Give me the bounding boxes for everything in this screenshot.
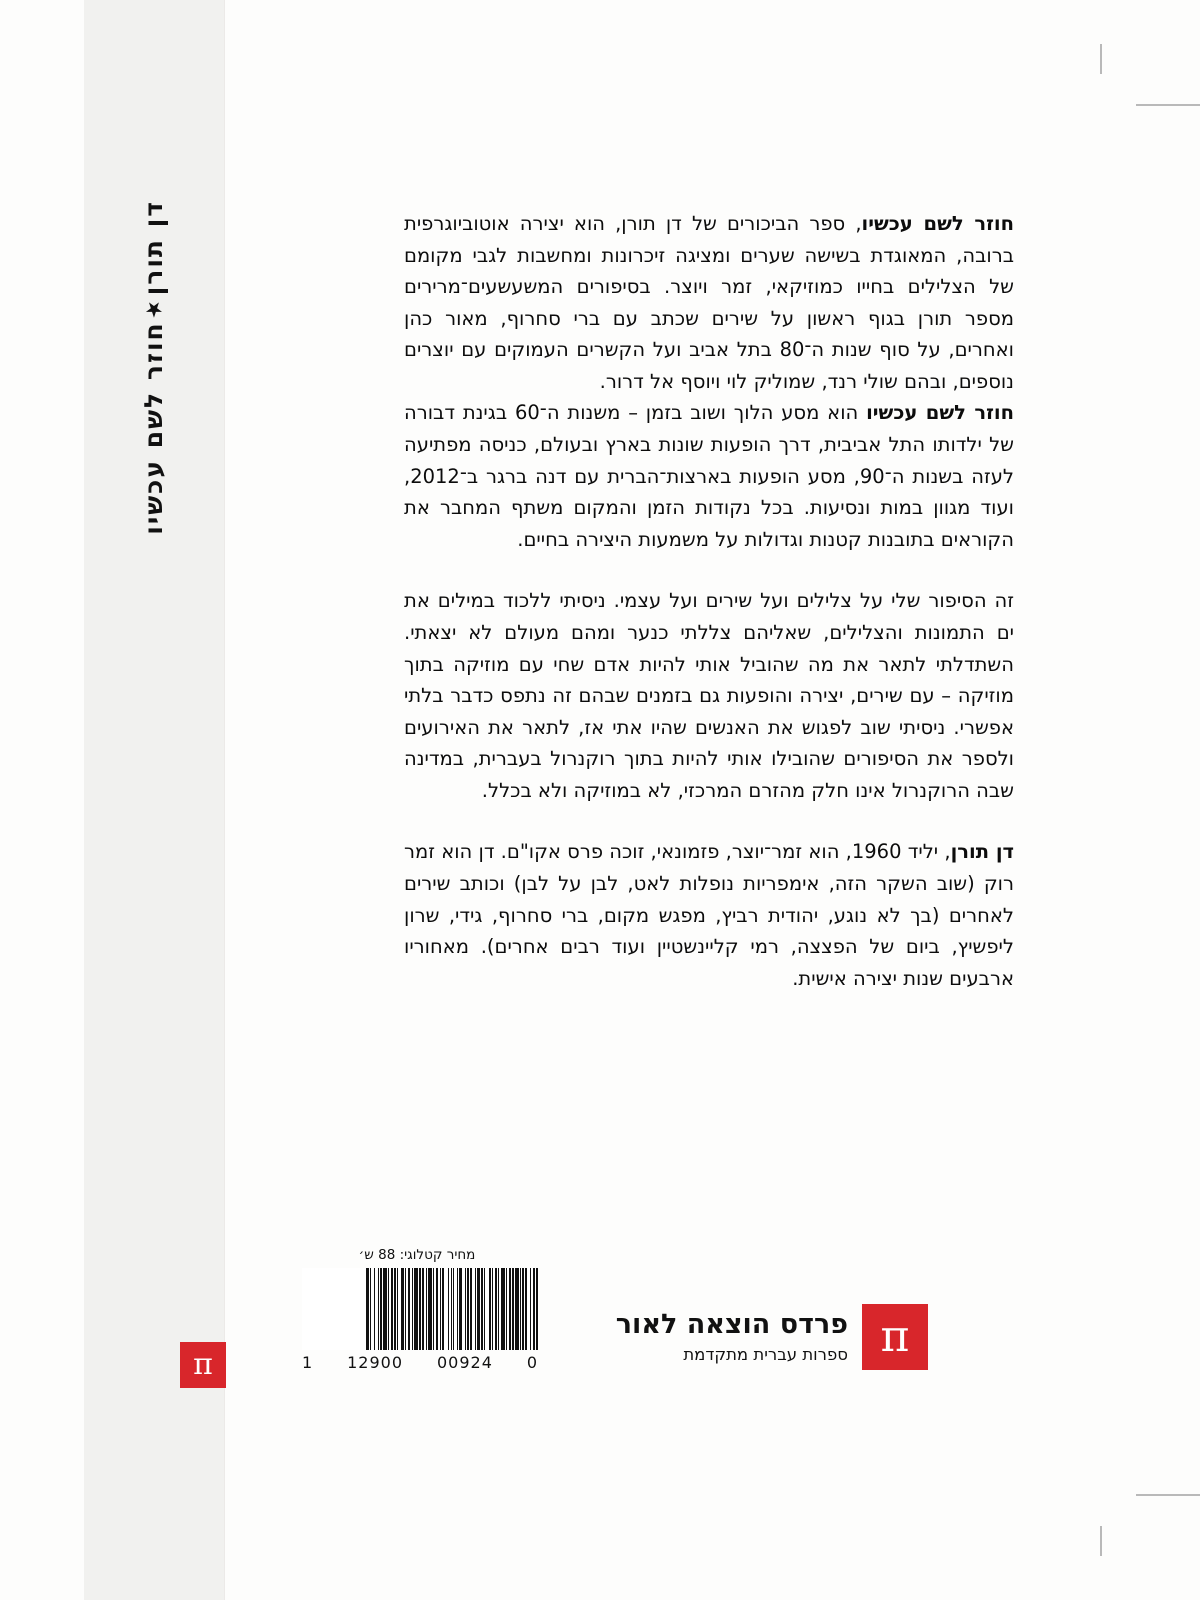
crop-mark-right-lower — [1136, 1494, 1200, 1496]
blurb-1-lead: חוזר לשם עכשיו — [861, 212, 1014, 235]
barcode-digit-right: 0 — [526, 1353, 538, 1372]
publisher-block — [616, 1304, 928, 1370]
barcode-digit-left: 1 — [302, 1353, 314, 1372]
blurb-paragraph-1 — [404, 208, 1014, 397]
spine-text-block — [84, 200, 224, 760]
crop-mark-top-right — [1100, 44, 1102, 74]
paragraph-spacer-1 — [404, 555, 1014, 585]
blurb-4-lead: דן תורן — [950, 840, 1014, 864]
blurb-2-lead: חוזר לשם עכשיו — [866, 401, 1014, 425]
publisher-tagline: ספרות עברית מתקדמת — [683, 1344, 848, 1364]
blurb-paragraph-4 — [404, 836, 1014, 994]
blurb-4-body: , יליד 1960, הוא זמר־יוצר, פזמונאי, זוכה פרס אקו"ם. דן הוא זמר רוק (שוב השקר הזה, אימפריות נופלות לאט, לבן על לבן) וכותב שירים לאחרים (בך לא נוגע, יהודית רביץ, מפגש מקום, ברי סחרוף, גידי, שרון ליפשיץ, ביום של הפצצה, רמי קליינשטיין ועוד רבים אחרים). מאחוריו ארבעים שנות יצירה אישית. — [404, 840, 1014, 990]
publisher-pi-mark: π — [862, 1304, 928, 1370]
barcode-block — [298, 1247, 542, 1372]
spine-author: דן תורן — [139, 200, 169, 296]
crop-mark-bottom-right — [1100, 1526, 1102, 1556]
barcode-image — [302, 1268, 538, 1350]
paragraph-spacer-2 — [404, 806, 1014, 836]
star-icon: ★ — [142, 295, 167, 322]
back-cover-text — [404, 208, 1014, 994]
book-spine — [84, 0, 225, 1600]
blurb-paragraph-2 — [404, 397, 1014, 555]
spine-title: חוזר לשם עכשיו — [139, 321, 169, 535]
spine-publisher-mark: π — [180, 1342, 226, 1388]
crop-mark-right-upper — [1136, 104, 1200, 106]
barcode-digits — [302, 1353, 538, 1372]
barcode-digits-group-2: 00924 — [436, 1353, 493, 1372]
publisher-text — [616, 1309, 848, 1364]
catalog-price-label: מחיר קטלוגי: 88 ש׳ — [358, 1247, 476, 1263]
publisher-name: פרדס הוצאה לאור — [615, 1309, 848, 1341]
blurb-paragraph-3: זה הסיפור שלי על צלילים ועל שירים ועל עצמי. ניסיתי ללכוד במילים את ים התמונות והצלילים, שאליהם צללתי כנער ומהם מעולם לא יצאתי. השתדלתי לתאר את מה שהוביל אותי להיות אדם שחי עם מוזיקה בתוך מוזיקה – עם שירים, יצירה והופעות גם בזמנים שבהם זה נתפס כדבר בלתי אפשרי. ניסיתי שוב לפגוש את האנשים שהיו אתי אז, לתאר את האירועים ולספר את הסיפורים שהובילו אותי להיות בתוך רוקנרול בעברית, במדינה שבה הרוקנרול אינו חלק מהזרם המרכזי, לא במוזיקה ולא בכלל. — [404, 589, 1014, 802]
blurb-2-body: הוא מסע הלוך ושוב בזמן – משנות ה־60 בגינת דבורה של ילדותו התל אביבית, דרך הופעות שונות בארץ ובעולם, כניסה מפתיעה לעזה בשנות ה־90, מסע הופעות בארצות־הברית עם דנה ברגר ב־2012, ועוד מגוון במות ונסיעות. בכל נקודות הזמן והמקום משתף המחבר את הקוראים בתובנות קטנות וגדולות על משמעות היצירה בחיים. — [404, 401, 1014, 551]
blurb-1-body: , ספר הביכורים של דן תורן, הוא יצירה אוטוביוגרפית ברובה, המאוגדת בשישה שערים ומציגה זיכרונות ומחשבות לגבי מקומם של הצלילים בחייו כמוזיקאי, זמר ויוצר. בסיפורים המשעשעים־מרירים מספר תורן בגוף ראשון על שירים שכתב עם ברי סחרוף, מאור כהן ואחרים, על סוף שנות ה־80 בתל אביב ועל הקשרים העמוקים עם יוצרים נוספים, ובהם שולי רנד, שמוליק לוי ויוסף אל דרור. — [404, 212, 1014, 393]
barcode-digits-group-1: 12900 — [347, 1353, 404, 1372]
